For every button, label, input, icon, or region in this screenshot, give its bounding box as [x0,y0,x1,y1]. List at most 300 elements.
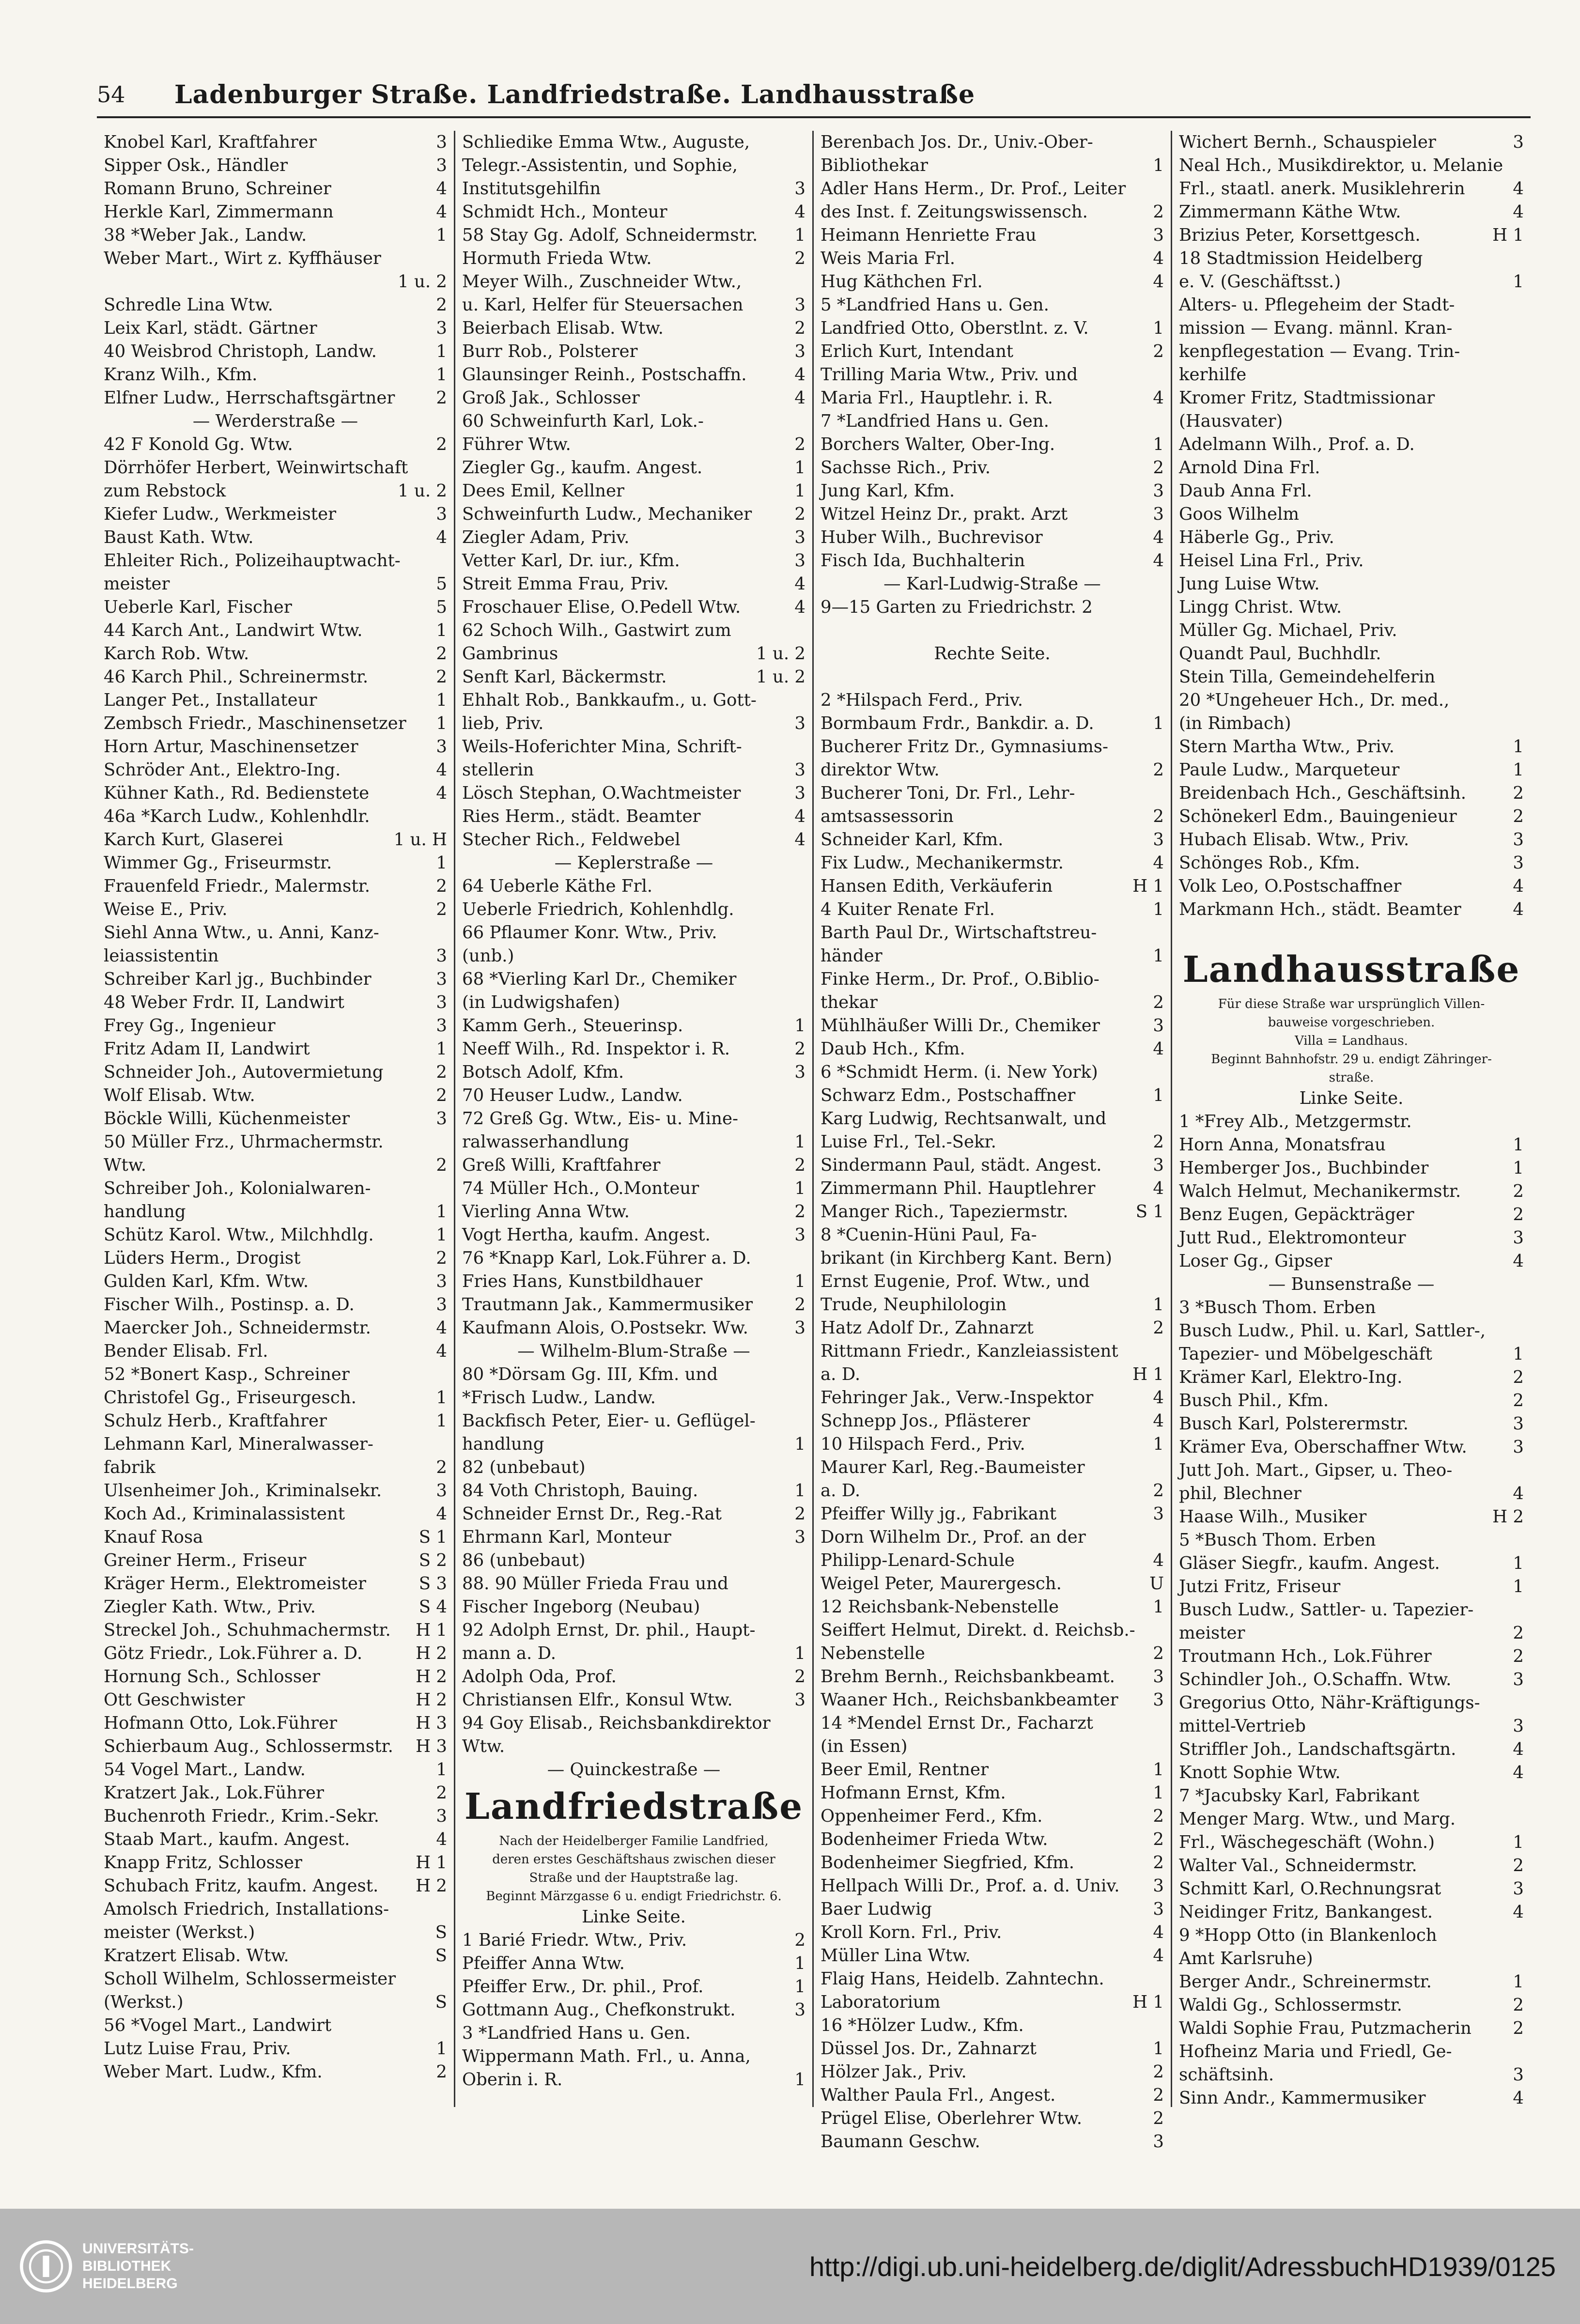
entry-text: Lüders Herm., Drogist [104,1248,301,1268]
directory-entry [821,1224,1164,1247]
directory-entry [821,712,1164,735]
directory-entry [1179,224,1524,247]
floor-number: 1 [436,1411,447,1431]
entry-text: Backfisch Peter, Eier- u. Geflügel- [462,1411,756,1431]
entry-text: mission — Evang. männl. Kran- [1179,318,1453,338]
directory-entry [104,1363,447,1386]
column-4 [1172,131,1531,2107]
entry-text: Neal Hch., Musikdirektor, u. Melanie [1179,155,1503,175]
directory-entry [821,1410,1164,1433]
directory-entry [1179,317,1524,340]
entry-text: Stern Martha Wtw., Priv. [1179,737,1394,757]
floor-number: 4 [436,527,447,547]
floor-number: 2 [1153,1318,1164,1338]
floor-number: 3 [794,713,805,733]
directory-entry [462,201,805,224]
column-3 [814,131,1172,2152]
entry-text: amtsassessorin [821,806,954,826]
floor-number [1161,410,1164,433]
entry-text: Waldi Gg., Schlossermstr. [1179,1995,1402,2015]
entry-text: Alters- u. Pflegeheim der Stadt- [1179,295,1455,315]
floor-number: 2 [436,1062,447,1082]
entry-text: Jutt Joh. Mart., Gipser, u. Theo- [1179,1460,1453,1480]
directory-entry [821,1503,1164,1526]
entry-text: Bucherer Fritz Dr., Gymnasiums- [821,737,1108,757]
entry-text: 5 *Landfried Hans u. Gen. [821,295,1049,315]
section-label [462,1906,805,1929]
floor-number: S 4 [418,1597,447,1617]
directory-entry [821,387,1164,410]
entry-text: 46 Karch Phil., Schreinermstr. [104,667,369,687]
entry-text: Laboratorium [821,1992,941,2012]
entry-text: Kräger Herm., Elektromeister [104,1574,366,1594]
entry-text: Horn Anna, Monatsfrau [1179,1135,1386,1155]
entry-text: Adler Hans Herm., Dr. Prof., Leiter [821,179,1126,199]
entry-text: mann a. D. [462,1643,557,1663]
entry-text: Ott Geschwister [104,1690,245,1710]
entry-text: Loser Gg., Gipser [1179,1251,1332,1271]
floor-number [1521,1110,1524,1133]
logo-line-3: HEIDELBERG [82,2276,178,2292]
directory-entry [821,1898,1164,1921]
directory-entry [462,735,805,759]
entry-text: Elfner Ludw., Herrschaftsgärtner [104,388,395,408]
entry-text: Weigel Peter, Maurergesch. [821,1574,1062,1594]
directory-entry [462,759,805,782]
directory-entry [821,2061,1164,2084]
directory-entry [104,1712,447,1735]
entry-text: Bibliothekar [821,155,929,175]
floor-number: 2 [1513,1367,1524,1387]
entry-text: Greß Willi, Kraftfahrer [462,1155,661,1175]
directory-entry [821,433,1164,456]
directory-entry [821,759,1164,782]
entry-text: Fix Ludw., Mechanikermstr. [821,853,1064,873]
floor-number: 2 [1153,2062,1164,2082]
floor-number: 2 [794,434,805,454]
column-1 [97,131,455,2107]
entry-text: Frauenfeld Friedr., Malermstr. [104,876,370,896]
floor-number: 3 [436,969,447,989]
floor-number: 3 [1153,1690,1164,1710]
entry-text: Ueberle Karl, Fischer [104,597,292,617]
floor-number: 3 [1153,1899,1164,1919]
floor-number: 3 [794,341,805,361]
directory-entry [104,1433,447,1456]
directory-entry [104,1154,447,1177]
floor-number: 3 [1153,225,1164,245]
directory-entry [462,480,805,503]
entry-text: 2 *Hilspach Ferd., Priv. [821,690,1023,710]
entry-text: 20 *Ungeheuer Hch., Dr. med., [1179,690,1450,710]
directory-entry [821,2107,1164,2130]
floor-number [1521,2040,1524,2063]
directory-entry [1179,1505,1524,1529]
directory-entry [1179,1715,1524,1738]
entry-text: (unb.) [462,946,514,966]
entry-text: Kratzert Jak., Lok.Führer [104,1783,324,1803]
entry-text: Schredle Lina Wtw. [104,295,273,315]
floor-number [803,945,805,968]
entry-text: 64 Ueberle Käthe Frl. [462,876,653,896]
directory-entry [1179,480,1524,503]
directory-entry [104,1875,447,1898]
floor-number: 2 [1513,2018,1524,2038]
directory-entry [104,666,447,689]
directory-entry [462,1456,805,1479]
directory-entry [1179,573,1524,596]
entry-text: Streckel Joh., Schuhmachermstr. [104,1620,391,1640]
entry-text: Lingg Christ. Wtw. [1179,597,1342,617]
floor-number [1161,968,1164,991]
street-note: Für diese Straße war ursprünglich Villen- [1218,997,1485,1011]
street-heading: Landfriedstraße [464,1786,804,1828]
entry-text: Wichert Bernh., Schauspieler [1179,132,1436,152]
directory-entry [1179,852,1524,875]
directory-entry [1179,1459,1524,1482]
directory-entry [462,1572,805,1596]
floor-number: 1 [1153,155,1164,175]
floor-number: 2 [794,1504,805,1524]
directory-entry [104,1386,447,1410]
directory-entry [1179,2063,1524,2087]
floor-number: 1 [1153,1597,1164,1617]
directory-entry [462,224,805,247]
entry-text: Hofheinz Maria und Friedl, Ge- [1179,2042,1452,2061]
entry-text: Jutt Rud., Elektromonteur [1179,1228,1406,1248]
floor-number: 2 [1153,806,1164,826]
entry-text: Buchenroth Friedr., Krim.-Sekr. [104,1806,379,1826]
entry-text: Mühlhäußer Willi Dr., Chemiker [821,1016,1100,1036]
entry-text: Ries Herm., städt. Beamter [462,806,701,826]
directory-entry [1179,921,1524,945]
directory-entry [462,782,805,805]
directory-entry [104,1642,447,1665]
floor-number: 4 [794,597,805,617]
entry-text: Staab Mart., kaufm. Angest. [104,1829,350,1849]
directory-entry [821,1572,1164,1596]
directory-entry [1179,666,1524,689]
entry-text: Rechte Seite. [934,644,1051,664]
directory-entry [104,270,447,294]
floor-number [803,1107,805,1131]
floor-number: 1 [1153,434,1164,454]
entry-text: Pfeiffer Anna Wtw. [462,1953,625,1973]
directory-entry [821,177,1164,201]
directory-entry [821,1084,1164,1107]
entry-text: Froschauer Elise, O.Pedell Wtw. [462,597,741,617]
floor-number: 1 [436,365,447,385]
entry-text: Busch Karl, Polsterermstr. [1179,1414,1409,1434]
entry-text: Ehleiter Rich., Polizeihauptwacht- [104,551,401,571]
directory-entry [1179,1226,1524,1250]
floor-number [1521,573,1524,596]
floor-number: 3 [1513,853,1524,873]
floor-number: 4 [1153,1550,1164,1570]
entry-text: Schreiber Joh., Kolonialwaren- [104,1178,371,1198]
floor-number: 4 [436,179,447,199]
directory-entry [104,1572,447,1596]
directory-columns [97,131,1531,2152]
floor-number [1521,503,1524,526]
floor-number: 2 [1153,458,1164,478]
directory-entry [462,1479,805,1503]
entry-text: 84 Voth Christoph, Bauing. [462,1481,698,1501]
floor-number [1161,596,1164,619]
directory-entry [1179,201,1524,224]
entry-text: Waaner Hch., Reichsbankbeamter [821,1690,1118,1710]
floor-number: 1 [794,225,805,245]
floor-number: 4 [1153,853,1164,873]
directory-entry [104,1596,447,1619]
entry-text: Gregorius Otto, Nähr-Kräftigungs- [1179,1693,1480,1713]
directory-entry [104,805,447,828]
directory-entry [462,1061,805,1084]
directory-entry [104,1921,447,1944]
entry-text: Kroll Korn. Frl., Priv. [821,1922,1002,1942]
entry-text: direktor Wtw. [821,760,940,780]
entry-text: Stecher Rich., Feldwebel [462,830,681,850]
floor-number: 3 [436,1806,447,1826]
floor-number: H 1 [1492,225,1524,245]
entry-text: Berenbach Jos. Dr., Univ.-Ober- [821,132,1093,152]
floor-number: 2 [1513,1623,1524,1643]
floor-number: 4 [1153,1411,1164,1431]
entry-text: 14 *Mendel Ernst Dr., Facharzt [821,1713,1093,1733]
directory-entry [462,712,805,735]
floor-number [444,1898,447,1921]
directory-entry [462,921,805,945]
floor-number: 4 [1153,1946,1164,1966]
directory-entry [104,1410,447,1433]
floor-number: 1 [794,1481,805,1501]
directory-entry [104,1224,447,1247]
entry-text: Jung Karl, Kfm. [821,481,955,501]
entry-text: Quandt Paul, Buchhdlr. [1179,644,1381,664]
directory-entry [1179,1970,1524,1994]
directory-entry [821,991,1164,1014]
entry-text: 94 Goy Elisab., Reichsbankdirektor [462,1713,771,1733]
entry-text: Fisch Ida, Buchhalterin [821,551,1025,571]
directory-entry [104,689,447,712]
floor-number [444,1968,447,1991]
floor-number: H 1 [416,1620,447,1640]
directory-entry [821,619,1164,642]
directory-entry [1179,1901,1524,1924]
entry-text: meister [1179,1623,1245,1643]
directory-entry [104,340,447,363]
floor-number [1161,1061,1164,1084]
entry-text: Ernst Eugenie, Prof. Wtw., und [821,1271,1090,1291]
directory-entry [821,340,1164,363]
floor-number: H 3 [416,1736,447,1756]
directory-entry [104,2037,447,2061]
entry-text: Meyer Wilh., Zuschneider Wtw., [462,272,742,292]
floor-number: 4 [1153,1039,1164,1059]
entry-text: — Bunsenstraße — [1268,1274,1435,1294]
entry-text: Oppenheimer Ferd., Kfm. [821,1806,1043,1826]
floor-number: 1 [1153,713,1164,733]
directory-entry [821,782,1164,805]
floor-number: 3 [1513,132,1524,152]
floor-number: 3 [436,155,447,175]
entry-text: Lutz Luise Frau, Priv. [104,2039,291,2059]
entry-text: Busch Phil., Kfm. [1179,1391,1329,1410]
floor-number: 1 [1153,1434,1164,1454]
entry-text: Goos Wilhelm [1179,504,1300,524]
entry-text: Schulz Herb., Kraftfahrer [104,1411,327,1431]
directory-entry [104,898,447,921]
entry-text: Pfeiffer Erw., Dr. phil., Prof. [462,1977,704,1997]
entry-text: Baust Kath. Wtw. [104,527,254,547]
entry-text: Frey Gg., Ingenieur [104,1016,276,1036]
directory-entry [821,596,1164,619]
directory-entry [462,1952,805,1975]
floor-number: 4 [1153,1388,1164,1408]
directory-entry [821,1386,1164,1410]
floor-number: 3 [1513,2065,1524,2085]
directory-entry [821,1619,1164,1642]
floor-number: 4 [1153,248,1164,268]
floor-number: 3 [794,1062,805,1082]
entry-text: (Werkst.) [104,1992,184,2012]
directory-entry [104,1503,447,1526]
directory-entry [104,1038,447,1061]
entry-text: Gläser Siegfr., kaufm. Angest. [1179,1553,1440,1573]
directory-entry [462,294,805,317]
floor-number: 1 [1513,1135,1524,1155]
entry-text: Müller Lina Wtw. [821,1946,971,1966]
floor-number [444,1433,447,1456]
entry-text: 74 Müller Hch., O.Monteur [462,1178,699,1198]
directory-entry [1179,1598,1524,1622]
floor-number: 2 [436,899,447,919]
directory-entry [462,596,805,619]
directory-entry [462,1247,805,1270]
floor-number: 1 [794,1977,805,1997]
street-note: Straße und der Hauptstraße lag. [529,1871,739,1885]
entry-text: Dorn Wilhelm Dr., Prof. an der [821,1527,1086,1547]
directory-entry [821,503,1164,526]
directory-entry [462,1689,805,1712]
entry-text: (Hausvater) [1179,411,1283,431]
directory-entry [104,1758,447,1782]
floor-number [1161,1968,1164,1991]
floor-number: 1 u. 2 [756,644,805,664]
floor-number: 4 [794,806,805,826]
entry-text: Jutzi Fritz, Friseur [1179,1577,1341,1596]
floor-number [1161,131,1164,154]
floor-number [803,968,805,991]
entry-text: Schütz Karol. Wtw., Milchhdlg. [104,1225,374,1245]
directory-entry [1179,2040,1524,2063]
directory-entry [462,945,805,968]
entry-text: (in Ludwigshafen) [462,992,620,1012]
entry-text: Schönekerl Edm., Bauingenieur [1179,806,1457,826]
directory-entry [462,1526,805,1549]
entry-text: Tapezier- und Möbelgeschäft [1179,1344,1432,1364]
floor-number: 1 [436,620,447,640]
entry-text: Fehringer Jak., Verw.-Inspektor [821,1388,1094,1408]
directory-entry [1179,619,1524,642]
floor-number [1521,526,1524,549]
floor-number [803,410,805,433]
floor-number [1521,247,1524,270]
directory-entry [821,1061,1164,1084]
directory-entry [104,1549,447,1572]
library-logo[interactable] [19,2240,194,2293]
directory-entry [462,1177,805,1200]
entry-text: Bodenheimer Frieda Wtw. [821,1829,1048,1849]
entry-text: 6 *Schmidt Herm. (i. New York) [821,1062,1098,1082]
directory-entry [104,852,447,875]
directory-entry [821,1921,1164,1944]
directory-entry [462,1317,805,1340]
entry-text: Kamm Gerh., Steuerinsp. [462,1016,683,1036]
entry-text: Leix Karl, städt. Gärtner [104,318,317,338]
directory-entry [104,201,447,224]
entry-text: e. V. (Geschäftsst.) [1179,272,1341,292]
directory-entry [1179,1854,1524,1877]
directory-entry [821,2130,1164,2154]
floor-number: 3 [1513,1437,1524,1457]
directory-entry [821,689,1164,712]
floor-number: 2 [1153,1481,1164,1501]
directory-entry [1179,503,1524,526]
directory-entry [1179,1994,1524,2017]
directory-entry [104,526,447,549]
entry-text: ralwasserhandlung [462,1132,629,1152]
directory-entry [1179,1157,1524,1180]
floor-number: 3 [794,1527,805,1547]
entry-text: — Karl-Ludwig-Straße — [883,574,1101,594]
directory-entry [821,1735,1164,1758]
floor-number [1161,1456,1164,1479]
entry-text: Sipper Osk., Händler [104,155,288,175]
street-note: Nach der Heidelberger Familie Landfried, [499,1834,769,1848]
directory-entry [821,1991,1164,2014]
entry-text: 40 Weisbrod Christoph, Landw. [104,341,377,361]
floor-number [1521,921,1524,945]
directory-entry [821,131,1164,154]
entry-text: schäftsinh. [1179,2065,1274,2085]
floor-number [803,921,805,945]
entry-text: *Frisch Ludw., Landw. [462,1388,656,1408]
floor-number [1521,596,1524,619]
source-url[interactable]: http://digi.ub.uni-heidelberg.de/diglit/AdressbuchHD1939/0125 [809,2251,1556,2282]
entry-text: Beer Emil, Rentner [821,1760,989,1780]
section-label [462,852,805,875]
floor-number: 2 [794,1202,805,1222]
floor-number: 2 [436,434,447,454]
floor-number: 3 [1153,1876,1164,1896]
floor-number: H 1 [1132,876,1164,896]
directory-entry [1179,875,1524,898]
entry-text: Ziegler Gg., kaufm. Angest. [462,458,703,478]
floor-number: 4 [1513,1902,1524,1922]
directory-entry [1179,1366,1524,1389]
directory-entry [1179,596,1524,619]
entry-text: Glaunsinger Reinh., Postschaffn. [462,365,747,385]
floor-number: 4 [1153,1178,1164,1198]
directory-entry [1179,1319,1524,1343]
floor-number: 4 [436,1341,447,1361]
directory-entry [1179,2017,1524,2040]
floor-number: 3 [436,504,447,524]
floor-number [1161,1270,1164,1293]
entry-text: Schneider Joh., Autovermietung [104,1062,384,1082]
directory-entry [821,1270,1164,1293]
